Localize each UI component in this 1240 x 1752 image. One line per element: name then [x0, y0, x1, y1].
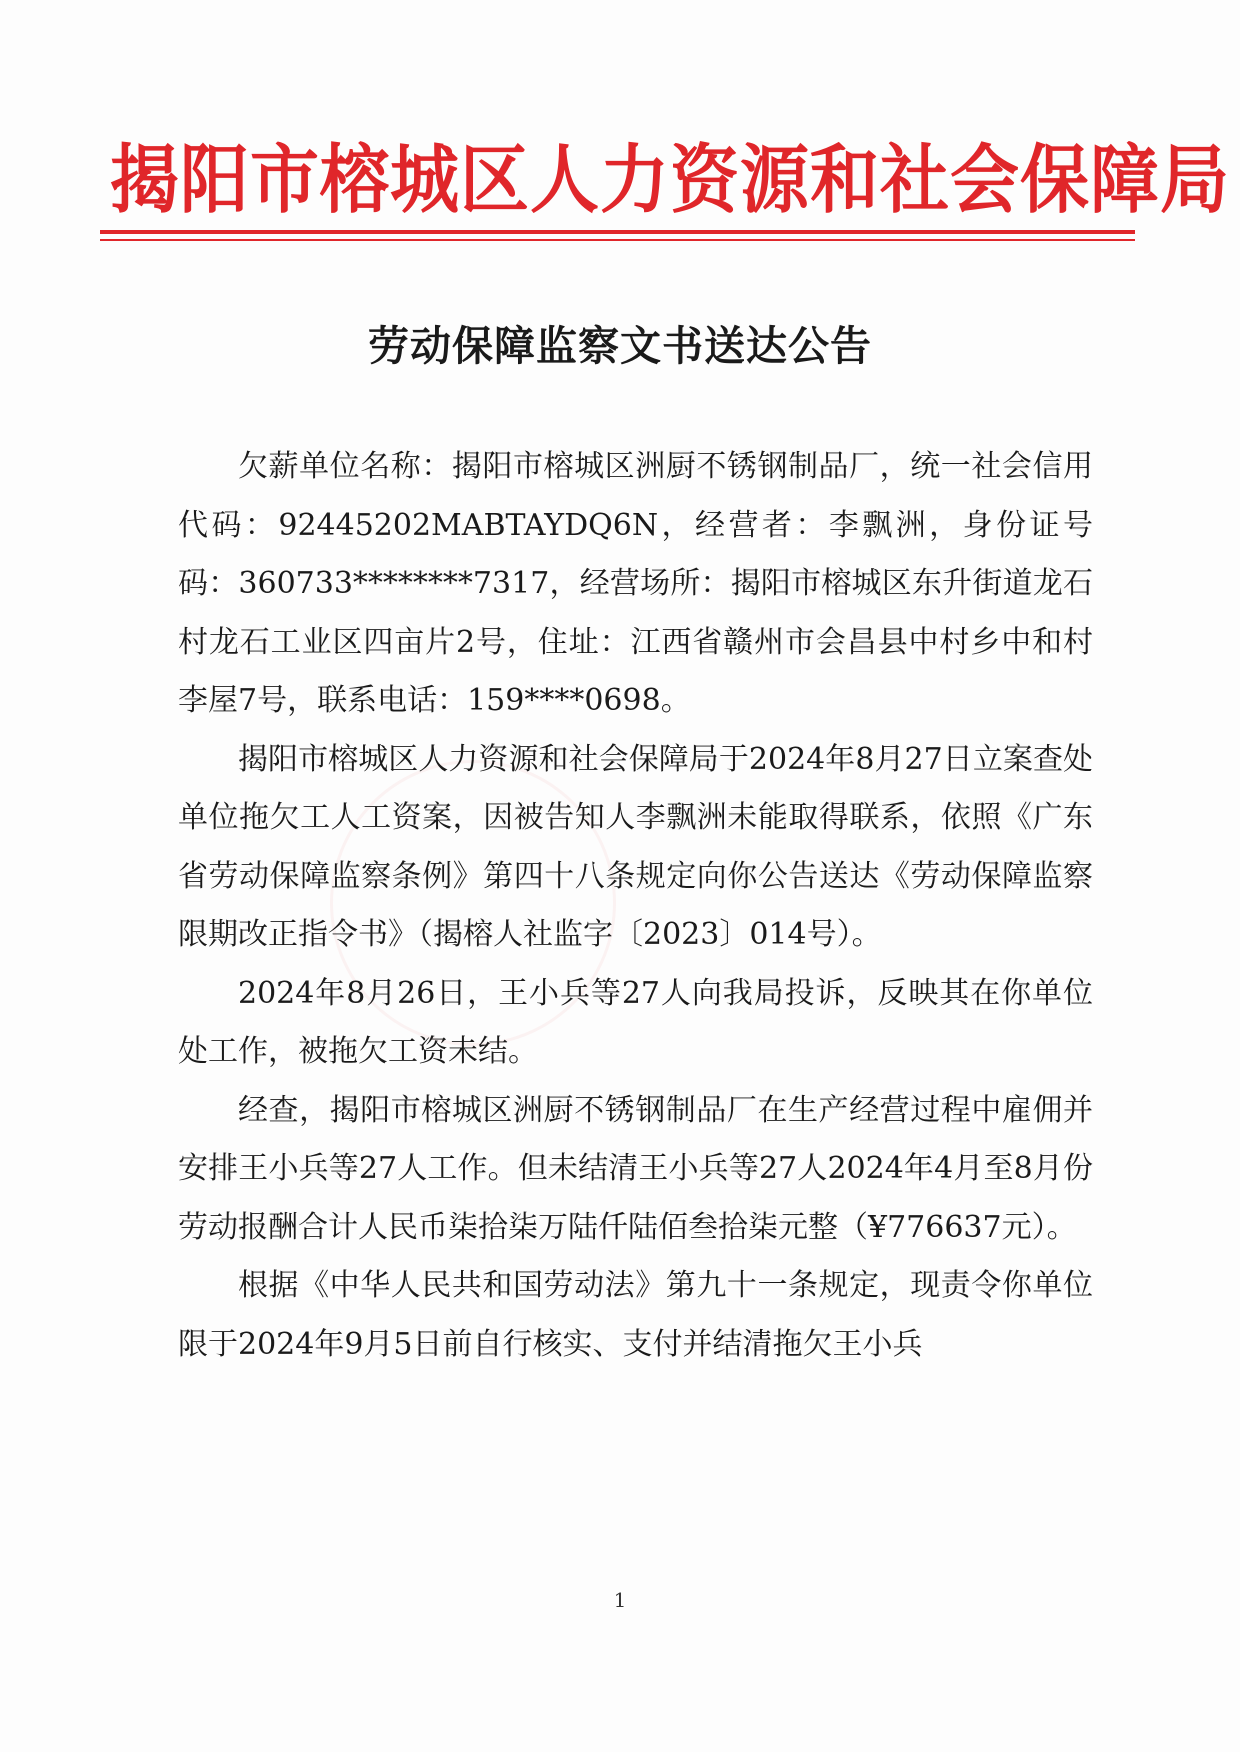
- organization-header: 揭阳市榕城区人力资源和社会保障局: [110, 136, 1230, 224]
- paragraph-unit-info: 欠薪单位名称：揭阳市榕城区洲厨不锈钢制品厂，统一社会信用代码：92445202MABTAYDQ6N，经营者：李飘洲，身份证号码：360733********7317，经营场所：揭阳市榕城区东升街道龙石村龙石工业区四亩片2号，住址：江西省赣州市会昌县中村乡中和村李屋7号，联系电话：159****0698。: [178, 449, 1093, 718]
- paragraph-findings: 经查，揭阳市榕城区洲厨不锈钢制品厂在生产经营过程中雇佣并安排王小兵等27人工作。但未结清王小兵等27人2024年4月至8月份劳动报酬合计人民币柒拾柒万陆仟陆佰叁拾柒元整（¥776637元）。: [178, 1092, 1093, 1245]
- paragraph-order: 根据《中华人民共和国劳动法》第九十一条规定，现责令你单位限于2024年9月5日前自行核实、支付并结清拖欠王小兵: [178, 1268, 1093, 1362]
- page-number: 1: [613, 1588, 627, 1612]
- document-title: 劳动保障监察文书送达公告: [368, 322, 872, 370]
- document-body: [178, 438, 1093, 1374]
- header-rule-thin: [100, 239, 1135, 241]
- paragraph-case-filing: 揭阳市榕城区人力资源和社会保障局于2024年8月27日立案查处单位拖欠工人工资案，因被告知人李飘洲未能取得联系，依照《广东省劳动保障监察条例》第四十八条规定向你公告送达《劳动保障监察限期改正指令书》（揭榕人社监字〔2023〕014号）。: [178, 741, 1093, 952]
- header-rule-thick: [100, 230, 1135, 234]
- paragraph-complaint: 2024年8月26日，王小兵等27人向我局投诉，反映其在你单位处工作，被拖欠工资未结。: [178, 975, 1093, 1069]
